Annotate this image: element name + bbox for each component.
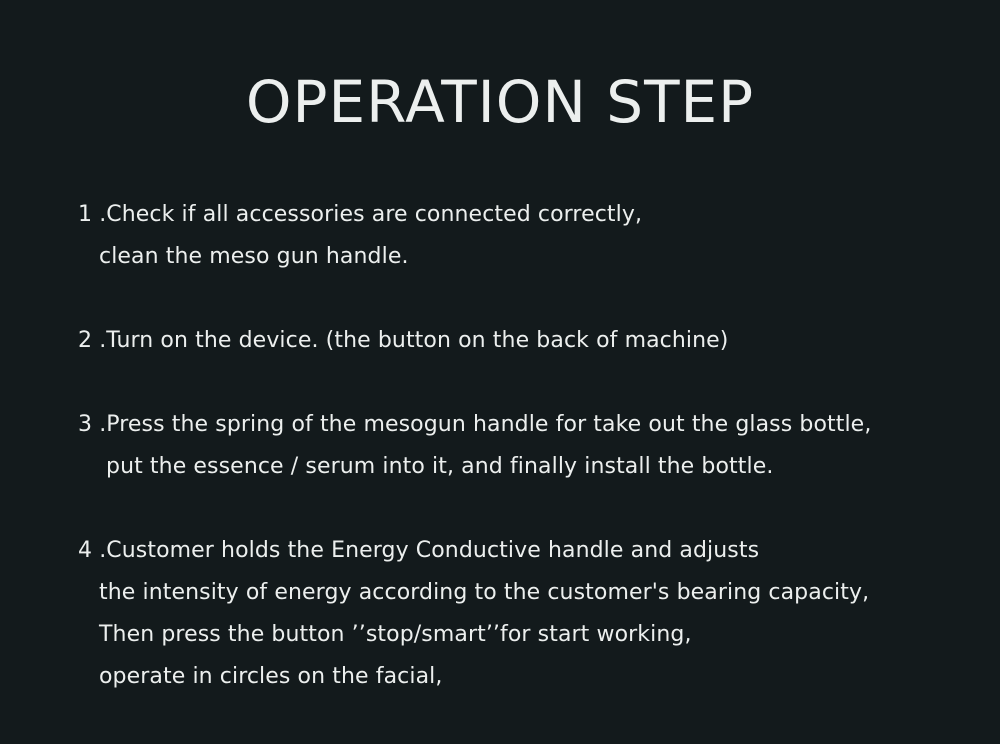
step-1-line-2: clean the meso gun handle. — [99, 244, 409, 269]
step-4-line-1: 4 .Customer holds the Energy Conductive handle and adjusts — [78, 538, 760, 563]
step-4-line-4: operate in circles on the facial, — [99, 664, 443, 689]
step-1-line-1: 1 .Check if all accessories are connected correctly, — [78, 202, 643, 227]
step-4-line-2: the intensity of energy according to the customer's bearing capacity, — [99, 580, 870, 605]
step-3-line-2: put the essence / serum into it, and finally install the bottle. — [106, 454, 774, 479]
page-title: OPERATION STEP — [245, 68, 755, 136]
step-3-line-1: 3 .Press the spring of the mesogun handle for take out the glass bottle, — [78, 412, 872, 437]
step-4-line-3: Then press the button ’’stop/smart’’for start working, — [99, 622, 692, 647]
step-2-line-1: 2 .Turn on the device. (the button on the back of machine) — [78, 328, 729, 353]
